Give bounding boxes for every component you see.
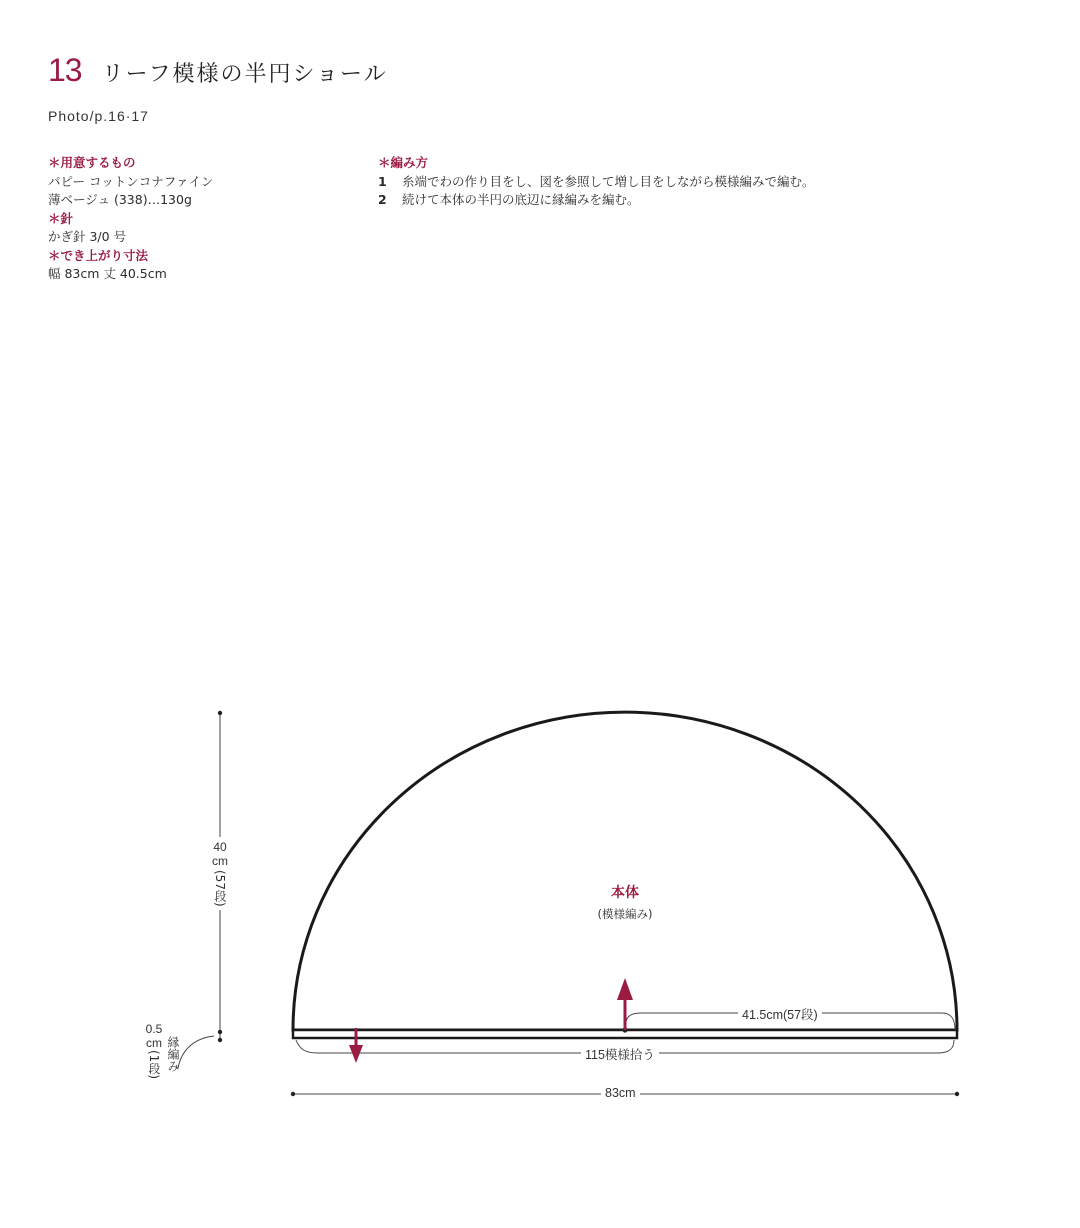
step-number: 1 [378, 173, 387, 189]
height-dot-bottom [218, 1038, 222, 1042]
pattern-number: 13 [48, 52, 82, 88]
pickup-label: 115模様拾う [581, 1045, 659, 1063]
yarn-name: パピー コットンコナファイン [48, 173, 214, 189]
needle-heading: ＊針 [48, 210, 74, 226]
step-number: 2 [378, 192, 387, 207]
body-label [580, 882, 670, 922]
border-value: 0.5 [145, 1022, 163, 1036]
border-name: 縁編み [166, 1036, 180, 1072]
height-value: 40 [213, 840, 227, 854]
body-stitch: (模様編み) [597, 907, 653, 921]
border-rows: (1段) [147, 1050, 161, 1079]
size-heading: ＊でき上がり寸法 [48, 247, 149, 263]
border-name-wrap [167, 1036, 179, 1076]
border-label [140, 1022, 168, 1079]
step-text: 続けて本体の半円の底辺に縁編みを編む。 [402, 192, 640, 207]
height-dot-top [218, 711, 222, 715]
width-dot-left [291, 1092, 295, 1096]
radius-label: 41.5cm(57段) [738, 1005, 822, 1023]
finished-size: 幅 83cm 丈 40.5cm [48, 266, 167, 281]
height-rows: (57段) [213, 870, 227, 907]
border-leader [178, 1036, 214, 1068]
method-heading: ＊編み方 [378, 155, 429, 170]
down-arrow-head [349, 1045, 363, 1063]
width-label: 83cm [601, 1086, 640, 1100]
page-title: リーフ模様の半円ショール [101, 62, 388, 87]
height-unit: cm [212, 854, 228, 868]
body-name: 本体 [611, 885, 639, 901]
step-text: 糸端でわの作り目をし、図を参照して増し目をしながら模様編みで編む。 [402, 173, 815, 189]
needle-size: かぎ針 3/0 号 [48, 229, 127, 244]
materials-heading: ＊用意するもの [48, 155, 136, 170]
up-arrow-head [617, 978, 633, 1000]
width-dot-right [955, 1092, 959, 1096]
yarn-color-amount: 薄ベージュ (338)…130g [48, 192, 192, 207]
border-unit: cm [146, 1036, 162, 1050]
height-label [204, 837, 236, 910]
photo-reference: Photo/p.16·17 [48, 108, 149, 124]
height-dot-mid [218, 1030, 222, 1034]
